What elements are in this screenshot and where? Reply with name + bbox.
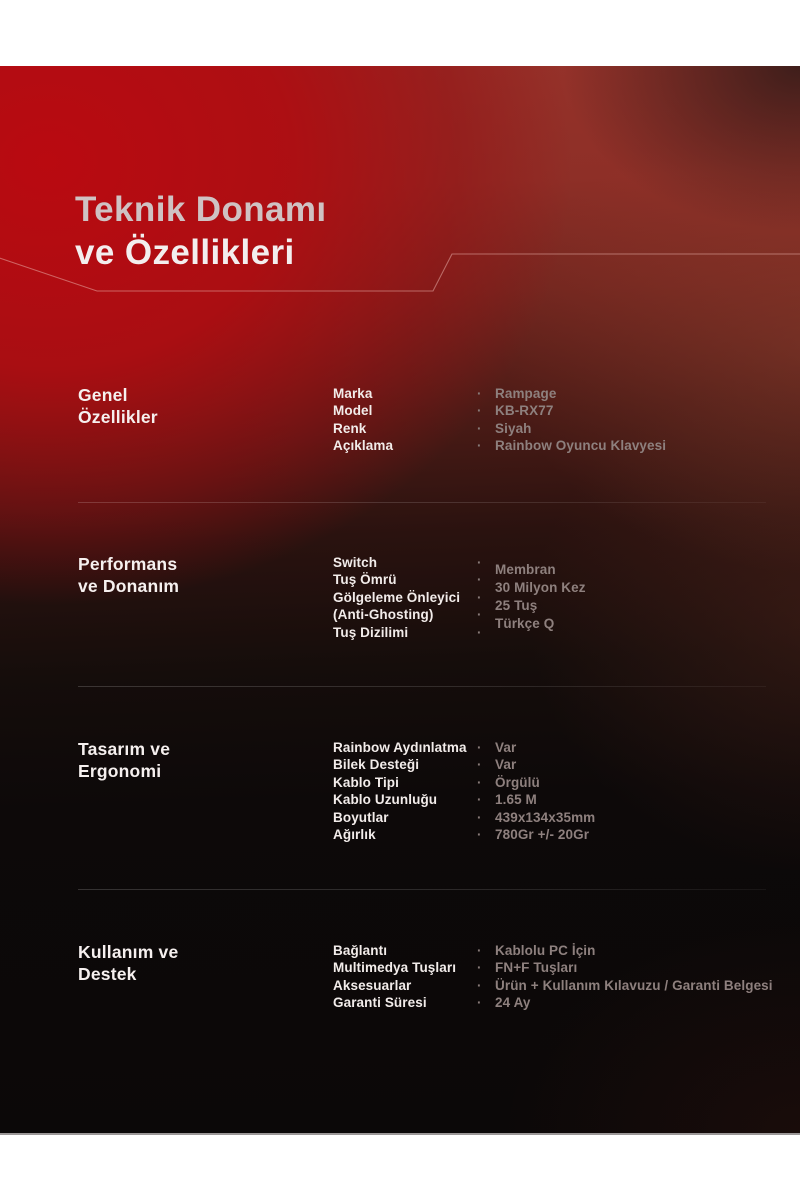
section-title: [78, 738, 170, 782]
section-title-line: ve Donanım: [78, 576, 180, 596]
section-title-line: Özellikler: [78, 407, 158, 427]
bullet-icon: ·: [477, 826, 482, 842]
spec-rows: [333, 385, 793, 455]
spec-label: Renk: [333, 420, 367, 436]
bullet-icon: ·: [477, 943, 482, 958]
spec-label: Multimedya Tuşları: [333, 960, 457, 976]
section-title-line: Kullanım ve: [78, 942, 179, 962]
spec-row: [333, 942, 793, 959]
spec-value: Rampage: [495, 386, 557, 401]
page-title-line2: ve Özellikleri: [75, 233, 295, 272]
spec-value: Türkçe Q: [495, 616, 555, 631]
bullet-icon: ·: [477, 403, 482, 419]
bullet-icon: ·: [477, 792, 482, 808]
spec-label: Kablo Tipi: [333, 774, 400, 790]
bullet-icon: ·: [477, 420, 482, 436]
spec-row: [333, 994, 793, 1011]
spec-value: Kablolu PC İçin: [495, 943, 596, 958]
section-title: [78, 384, 158, 428]
spec-row: [333, 791, 793, 808]
spec-value: Örgülü: [495, 774, 540, 790]
spec-row: [333, 420, 793, 437]
spec-label: Kablo Uzunluğu: [333, 792, 438, 808]
spec-label: Rainbow Aydınlatma: [333, 740, 467, 755]
spec-label: Aksesuarlar: [333, 977, 412, 993]
bullet-icon: ·: [477, 995, 482, 1011]
spec-label: Gölgeleme Önleyici: [333, 589, 461, 605]
bullet-column: [477, 554, 482, 641]
bullet-icon: ·: [477, 774, 482, 790]
spec-label: Bağlantı: [333, 943, 388, 958]
spec-row: [333, 977, 793, 994]
spec-row: [333, 402, 793, 419]
spec-label: Marka: [333, 386, 373, 401]
spec-value: 24 Ay: [495, 995, 531, 1011]
bullet-icon: ·: [477, 740, 482, 755]
spec-value: 25 Tuş: [495, 598, 538, 613]
spec-value: FN+F Tuşları: [495, 960, 578, 976]
bullet-icon: ·: [477, 572, 482, 588]
bullet-icon: ·: [477, 438, 482, 454]
section-divider: [78, 502, 766, 503]
section-title: [78, 941, 178, 985]
spec-row: [333, 826, 793, 843]
spec-label: Tuş Ömrü: [333, 572, 397, 588]
spec-value: 439x134x35mm: [495, 809, 596, 825]
spec-value: Siyah: [495, 420, 532, 436]
bullet-icon: ·: [477, 386, 482, 401]
spec-value: 30 Milyon Kez: [495, 580, 586, 595]
spec-value: Ürün + Kullanım Kılavuzu / Garanti Belgesi: [495, 977, 773, 993]
spec-label: Switch: [333, 555, 378, 570]
section-title-line: Genel: [78, 385, 128, 405]
spec-value: 1.65 M: [495, 792, 537, 808]
spec-value: KB-RX77: [495, 403, 554, 419]
bullet-icon: ·: [477, 977, 482, 993]
spec-value: Membran: [495, 562, 556, 577]
content-area: [0, 66, 800, 1133]
bullet-icon: ·: [477, 607, 482, 623]
top-white-margin: [0, 0, 800, 66]
section-title-line: Performans: [78, 554, 178, 574]
section-title-line: Ergonomi: [78, 761, 162, 781]
spec-label: Ağırlık: [333, 826, 376, 842]
spec-value-column: [495, 561, 586, 633]
bullet-icon: ·: [477, 624, 482, 640]
spec-row: [333, 774, 793, 791]
spec-label: Bilek Desteği: [333, 757, 420, 773]
spec-row: [333, 756, 793, 773]
section-title-line: Tasarım ve: [78, 739, 171, 759]
spec-row: [333, 959, 793, 976]
spec-label: Tuş Dizilimi: [333, 624, 409, 640]
bullet-icon: ·: [477, 555, 482, 570]
spec-value: Var: [495, 757, 517, 773]
spec-label: Garanti Süresi: [333, 995, 427, 1011]
spec-label-column: [333, 554, 460, 641]
spec-value: Var: [495, 740, 517, 755]
spec-value: 780Gr +/- 20Gr: [495, 826, 590, 842]
spec-label: Açıklama: [333, 438, 394, 454]
spec-rows: [333, 739, 793, 843]
section-title-line: Destek: [78, 964, 137, 984]
bullet-icon: ·: [477, 757, 482, 773]
spec-label: Boyutlar: [333, 809, 389, 825]
spec-value: Rainbow Oyuncu Klavyesi: [495, 438, 667, 454]
spec-row: [333, 437, 793, 454]
spec-label: (Anti-Ghosting): [333, 607, 434, 623]
section-divider: [78, 889, 766, 890]
spec-label: Model: [333, 403, 373, 419]
section-title: [78, 553, 179, 597]
bullet-icon: ·: [477, 960, 482, 976]
bullet-icon: ·: [477, 589, 482, 605]
section-divider: [78, 686, 766, 687]
bullet-icon: ·: [477, 809, 482, 825]
spec-row: [333, 385, 793, 402]
spec-rows: [333, 942, 793, 1012]
page-title: [75, 188, 327, 274]
bottom-white-margin: [0, 1133, 800, 1200]
spec-row: [333, 809, 793, 826]
spec-row: [333, 739, 793, 756]
page-title-line1: Teknik Donamı: [75, 190, 327, 229]
